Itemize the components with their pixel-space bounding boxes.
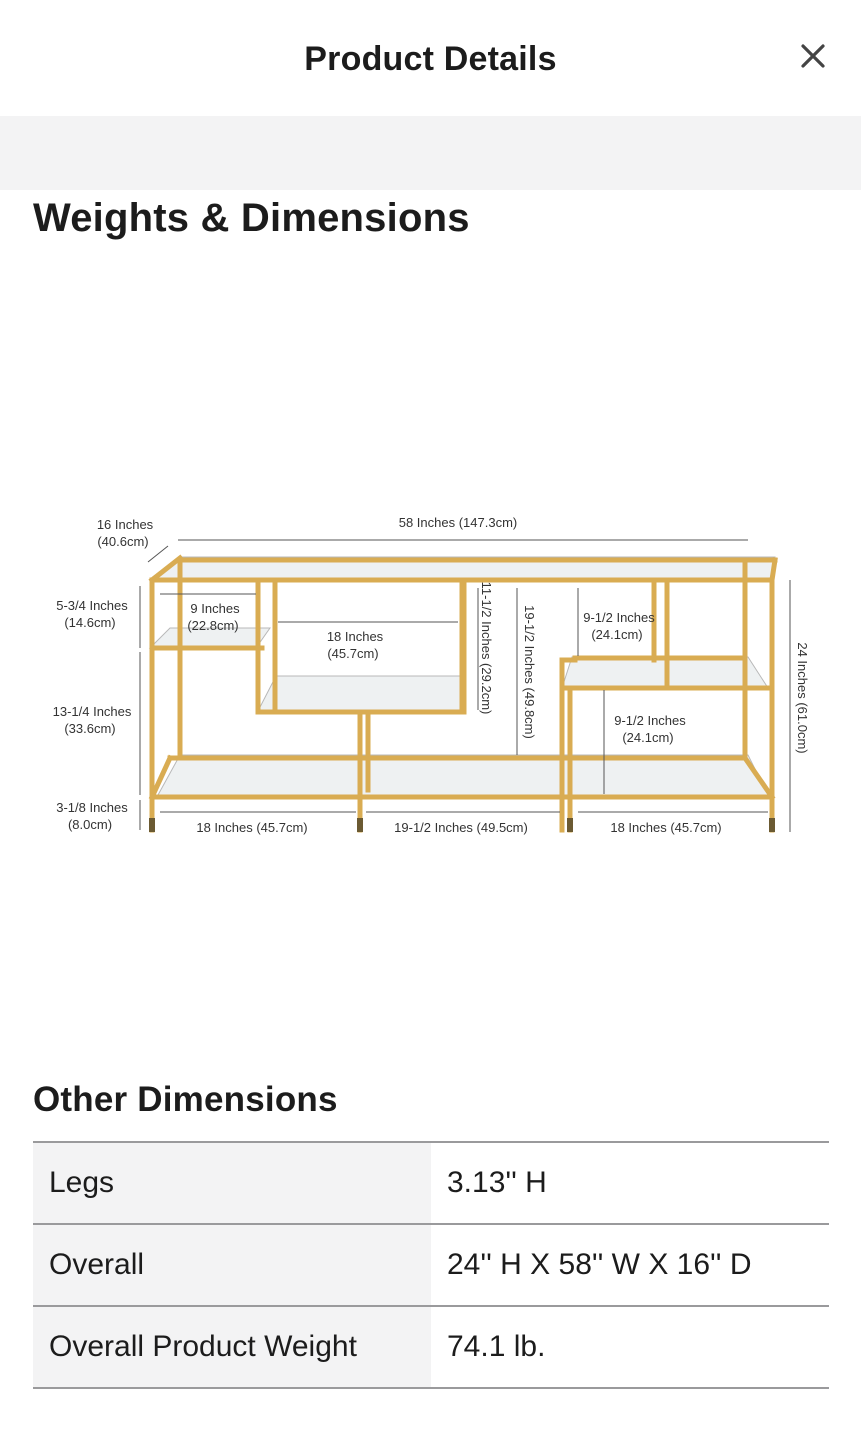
table-row (33, 1224, 829, 1306)
row-value: 74.1 lb. (431, 1306, 829, 1388)
dimensions-diagram (30, 500, 830, 850)
table-row (33, 1306, 829, 1388)
section-title-other: Other Dimensions (33, 1080, 338, 1119)
section-title-weights: Weights & Dimensions (33, 196, 470, 240)
row-label: Overall Product Weight (33, 1306, 431, 1388)
label-bottom-mid: 19-1/2 Inches (49.5cm) (394, 820, 528, 835)
row-value: 3.13'' H (431, 1142, 829, 1224)
label-left-top-2: (14.6cm) (64, 615, 116, 630)
label-left-mid-2: (33.6cm) (64, 721, 116, 736)
label-depth-2: (40.6cm) (97, 534, 149, 549)
label-left-mid-1: 13-1/4 Inches (52, 704, 132, 719)
label-right-mid-1: 9-1/2 Inches (614, 713, 686, 728)
label-left-bottom-2: (8.0cm) (67, 817, 113, 832)
table-row (33, 1142, 829, 1224)
label-depth-1: 16 Inches (96, 517, 154, 532)
label-vert-right: 19-1/2 Inches (49.8cm) (522, 605, 537, 739)
label-right-top-2: (24.1cm) (591, 627, 643, 642)
label-vert-center: 11-1/2 Inches (29.2cm) (479, 581, 494, 715)
label-shelf-small-2: (22.8cm) (187, 618, 239, 633)
close-icon (795, 38, 831, 74)
label-shelf-small-1: 9 Inches (190, 601, 240, 616)
label-width: 58 Inches (147.3cm) (398, 515, 518, 530)
label-bottom-left: 18 Inches (45.7cm) (196, 820, 308, 835)
label-left-bottom-1: 3-1/8 Inches (56, 800, 128, 815)
label-shelf-center-2: (45.7cm) (327, 646, 379, 661)
gray-band (0, 116, 861, 190)
row-value: 24'' H X 58'' W X 16'' D (431, 1224, 829, 1306)
label-shelf-center-1: 18 Inches (326, 629, 384, 644)
label-left-top-1: 5-3/4 Inches (56, 598, 128, 613)
label-height: 24 Inches (61.0cm) (795, 642, 810, 754)
label-right-mid-2: (24.1cm) (622, 730, 674, 745)
page-title: Product Details (304, 39, 557, 78)
dimensions-table (33, 1141, 829, 1389)
sheet-header (0, 0, 861, 116)
label-bottom-right: 18 Inches (45.7cm) (610, 820, 722, 835)
label-right-top-1: 9-1/2 Inches (583, 610, 655, 625)
row-label: Overall (33, 1224, 431, 1306)
close-button[interactable] (795, 38, 831, 74)
row-label: Legs (33, 1142, 431, 1224)
